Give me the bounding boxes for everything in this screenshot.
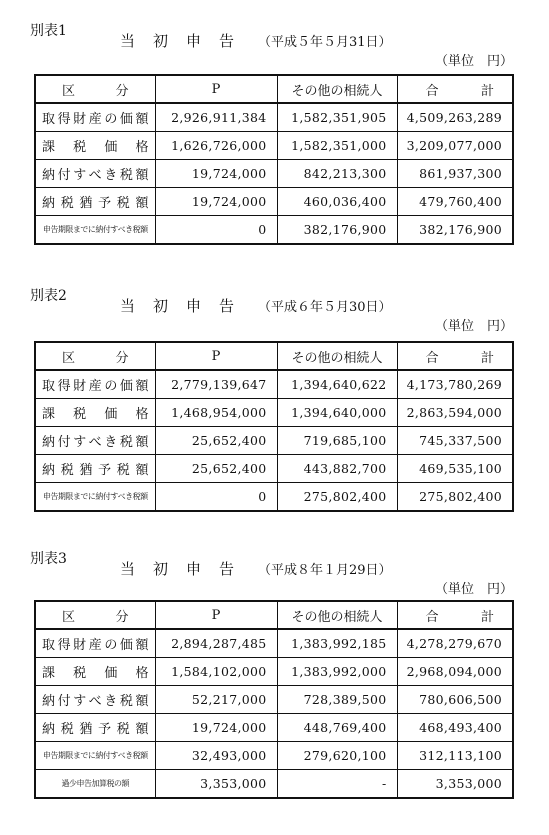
cell-p: 2,894,287,485 xyxy=(155,629,277,658)
cell-total: 4,509,263,289 xyxy=(397,103,513,132)
title-date: （平成６年５月30日） xyxy=(258,300,392,315)
header-p: P xyxy=(155,75,277,103)
cell-others: 382,176,900 xyxy=(277,216,397,245)
cell-total: 3,353,000 xyxy=(397,770,513,799)
cell-others: 842,213,300 xyxy=(277,160,397,188)
cell-p: 0 xyxy=(155,216,277,245)
cell-others: 1,394,640,622 xyxy=(277,370,397,399)
row-label: 取得財産の価額 xyxy=(35,370,155,399)
unit-label: （単位 円） xyxy=(434,54,513,69)
table-row xyxy=(35,399,513,427)
cell-total: 275,802,400 xyxy=(397,483,513,512)
unit-label: （単位 円） xyxy=(434,319,513,334)
cell-others: 1,383,992,185 xyxy=(277,629,397,658)
table-row xyxy=(35,686,513,714)
title-main: 当初申告 xyxy=(120,32,253,50)
table-row xyxy=(35,188,513,216)
cell-total: 745,337,500 xyxy=(397,427,513,455)
header-others: その他の相続人 xyxy=(277,342,397,370)
cell-others: 1,394,640,000 xyxy=(277,399,397,427)
table-row xyxy=(35,770,513,799)
cell-total: 780,606,500 xyxy=(397,686,513,714)
row-label: 取得財産の価額 xyxy=(35,103,155,132)
header-p: P xyxy=(155,601,277,629)
cell-p: 1,626,726,000 xyxy=(155,132,277,160)
header-total: 合 計 xyxy=(397,75,513,103)
table-header-row xyxy=(35,75,513,103)
cell-p: 3,353,000 xyxy=(155,770,277,799)
cell-others: 279,620,100 xyxy=(277,742,397,770)
cell-total: 468,493,400 xyxy=(397,714,513,742)
table-row xyxy=(35,103,513,132)
title-main: 当初申告 xyxy=(120,297,253,315)
cell-p: 32,493,000 xyxy=(155,742,277,770)
cell-others: 728,389,500 xyxy=(277,686,397,714)
section-label: 別表2 xyxy=(30,288,67,304)
table-row xyxy=(35,629,513,658)
table-row xyxy=(35,160,513,188)
header-others: その他の相続人 xyxy=(277,601,397,629)
cell-p: 0 xyxy=(155,483,277,512)
cell-p: 2,779,139,647 xyxy=(155,370,277,399)
cell-total: 479,760,400 xyxy=(397,188,513,216)
cell-p: 2,926,911,384 xyxy=(155,103,277,132)
row-label: 納税猶予税額 xyxy=(35,714,155,742)
section-title xyxy=(120,30,392,51)
row-label: 納付すべき税額 xyxy=(35,160,155,188)
row-label: 取得財産の価額 xyxy=(35,629,155,658)
row-label: 納付すべき税額 xyxy=(35,427,155,455)
section-title xyxy=(120,558,392,579)
cell-others: 1,582,351,905 xyxy=(277,103,397,132)
header-total: 合 計 xyxy=(397,342,513,370)
unit-label: （単位 円） xyxy=(434,582,513,597)
cell-total: 2,863,594,000 xyxy=(397,399,513,427)
table-row xyxy=(35,658,513,686)
cell-p: 25,652,400 xyxy=(155,455,277,483)
section-label: 別表3 xyxy=(30,551,67,567)
section-title xyxy=(120,295,392,316)
table-row xyxy=(35,132,513,160)
row-label: 申告期限までに納付すべき税額 xyxy=(35,483,155,512)
row-label: 課税価格 xyxy=(35,658,155,686)
cell-p: 19,724,000 xyxy=(155,714,277,742)
cell-p: 25,652,400 xyxy=(155,427,277,455)
table-row xyxy=(35,483,513,512)
header-category: 区 分 xyxy=(35,601,155,629)
section-label: 別表1 xyxy=(30,23,67,39)
header-others: その他の相続人 xyxy=(277,75,397,103)
row-label: 課税価格 xyxy=(35,132,155,160)
cell-total: 469,535,100 xyxy=(397,455,513,483)
header-p: P xyxy=(155,342,277,370)
cell-p: 52,217,000 xyxy=(155,686,277,714)
table-row xyxy=(35,714,513,742)
cell-others: 719,685,100 xyxy=(277,427,397,455)
title-date: （平成５年５月31日） xyxy=(258,35,392,50)
row-label: 納税猶予税額 xyxy=(35,455,155,483)
table-header-row xyxy=(35,342,513,370)
cell-others: 275,802,400 xyxy=(277,483,397,512)
cell-total: 382,176,900 xyxy=(397,216,513,245)
cell-total: 2,968,094,000 xyxy=(397,658,513,686)
tax-table xyxy=(34,74,514,245)
table-row xyxy=(35,216,513,245)
cell-p: 19,724,000 xyxy=(155,188,277,216)
row-label: 納税猶予税額 xyxy=(35,188,155,216)
row-label: 過少申告加算税の額 xyxy=(35,770,155,799)
cell-others: 448,769,400 xyxy=(277,714,397,742)
cell-others: 460,036,400 xyxy=(277,188,397,216)
table-row xyxy=(35,370,513,399)
row-label: 申告期限までに納付すべき税額 xyxy=(35,216,155,245)
tax-table xyxy=(34,600,514,799)
cell-others: 1,582,351,000 xyxy=(277,132,397,160)
row-label: 申告期限までに納付すべき税額 xyxy=(35,742,155,770)
title-main: 当初申告 xyxy=(120,560,253,578)
cell-total: 4,278,279,670 xyxy=(397,629,513,658)
table-row xyxy=(35,742,513,770)
tax-table xyxy=(34,341,514,512)
cell-total: 4,173,780,269 xyxy=(397,370,513,399)
header-total: 合 計 xyxy=(397,601,513,629)
table-row xyxy=(35,427,513,455)
title-date: （平成８年１月29日） xyxy=(258,563,392,578)
cell-p: 1,584,102,000 xyxy=(155,658,277,686)
cell-total: 3,209,077,000 xyxy=(397,132,513,160)
cell-p: 1,468,954,000 xyxy=(155,399,277,427)
row-label: 納付すべき税額 xyxy=(35,686,155,714)
cell-p: 19,724,000 xyxy=(155,160,277,188)
row-label: 課税価格 xyxy=(35,399,155,427)
table-header-row xyxy=(35,601,513,629)
table-row xyxy=(35,455,513,483)
cell-others: 443,882,700 xyxy=(277,455,397,483)
cell-others: - xyxy=(277,770,397,799)
header-category: 区 分 xyxy=(35,342,155,370)
cell-others: 1,383,992,000 xyxy=(277,658,397,686)
header-category: 区 分 xyxy=(35,75,155,103)
cell-total: 312,113,100 xyxy=(397,742,513,770)
cell-total: 861,937,300 xyxy=(397,160,513,188)
